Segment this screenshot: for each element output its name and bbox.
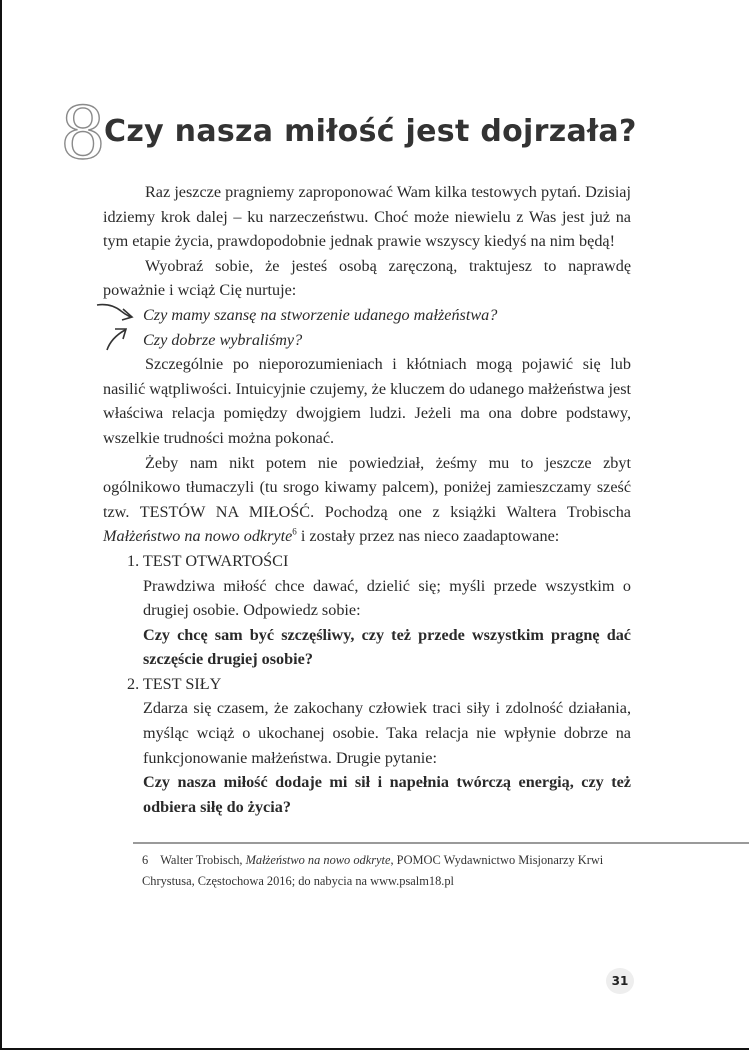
test-text: Zdarza się czasem, że zakochany człowiek traci siły i zdolność działania, myśląc wciąż o ukochanej osobie. Taka relacja nie wpłynie dobrze na funkcjonowanie małżeństwa. Drugie pytanie: — [143, 699, 631, 767]
question-text: Czy mamy szansę na stworzenie udanego małżeństwa? — [143, 305, 498, 324]
chapter-heading — [58, 100, 698, 170]
book-title: Małżeństwo na nowo odkryte — [103, 527, 293, 546]
test-text: Prawdziwa miłość chce dawać, dzielić się; myśli przede wszystkim o drugiej osobie. Odpowiedz sobie: — [143, 576, 631, 620]
footnote-ref: 6 — [292, 526, 297, 537]
paragraph: Wyobraź sobie, że jesteś osobą zaręczoną, traktujesz to naprawdę poważnie i wciąż Cię nurtuje: — [103, 256, 631, 300]
arrow-right-icon — [95, 301, 139, 327]
paragraph: Żeby nam nikt potem nie powiedział, żeśmy mu to jeszcze zbyt ogólnikowo tłumaczyli (tu srogo kiwamy palcem), poniżej zamieszczamy sześć tzw. TESTÓW NA MIŁOŚĆ. Pochodzą one z książki Waltera Trobischa Małżeństwo na nowo odkryte$^6$ i zostały przez nas nieco zaadaptowane: — [103, 453, 631, 546]
footnote-number: 6 — [142, 853, 149, 867]
arrow-up-right-icon — [95, 326, 139, 352]
footnote-divider — [133, 842, 749, 844]
test-heading: 2. TEST SIŁY — [127, 674, 222, 693]
svg-text:8: 8 — [60, 100, 106, 166]
page-number: 31 — [606, 968, 634, 994]
question-line — [103, 328, 631, 353]
chapter-title: Czy nasza miłość jest dojrzała? — [104, 114, 637, 149]
test-heading: 1. TEST OTWARTOŚCI — [127, 551, 289, 570]
question-text: Czy dobrze wybraliśmy? — [143, 330, 303, 349]
paragraph: Szczególnie po nieporozumieniach i kłótniach mogą pojawić się lub nasilić wątpliwości. Intuicyjnie czujemy, że kluczem do udanego małżeństwa jest właściwa relacja pomiędzy dwojgiem ludzi. Jeżeli ma ona dobre podstawy, wszelkie trudności można pokonać. — [103, 355, 632, 447]
footnote-book-title: Małżeństwo na nowo odkryte — [245, 853, 391, 867]
question-line — [103, 303, 631, 328]
footnote: 6 Walter Trobisch, Małżeństwo na nowo odkryte, POMOC Wydawnictwo Misjonarzy Krwi Chrystusa, Częstochowa 2016; do nabycia na www.psalm18.pl — [142, 853, 604, 888]
paragraph: Raz jeszcze pragniemy zaproponować Wam kilka testowych pytań. Dzisiaj idziemy krok dalej – ku narzeczeństwu. Choć może niewielu z Was jest już na tym etapie życia, prawdopodobnie jednak prawie wszyscy kiedyś na nim będą! — [103, 183, 631, 251]
test-question: Czy nasza miłość dodaje mi sił i napełnia twórczą energią, czy też odbiera siłę do życia? — [143, 773, 631, 816]
test-question: Czy chcę sam być szczęśliwy, czy też przede wszystkim pragnę dać szczęście drugiej osobie? — [143, 625, 631, 669]
chapter-number — [58, 100, 108, 166]
main-text — [103, 180, 631, 819]
